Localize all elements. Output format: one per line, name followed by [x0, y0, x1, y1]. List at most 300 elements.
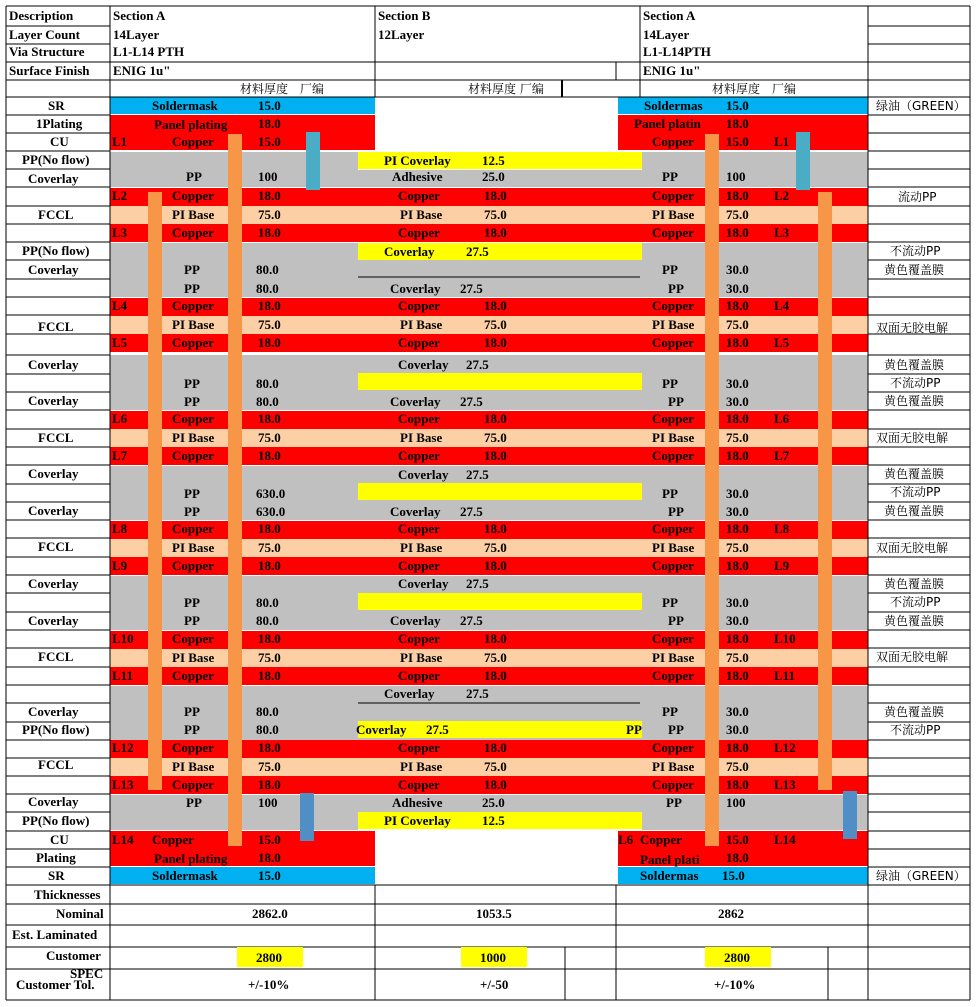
mat-copper: Copper [398, 335, 440, 350]
val: 18.0 [258, 740, 281, 755]
tol-a2: +/-10% [714, 977, 756, 992]
mat-adhesive: Adhesive [392, 169, 443, 184]
val: 75.0 [258, 317, 281, 332]
section-a-layers: 14Layer [113, 27, 160, 42]
layer-name: L14 [774, 832, 796, 847]
layer-name: L13 [112, 777, 134, 792]
mat-pi-base: PI Base [652, 540, 695, 555]
mat-copper: Copper [398, 668, 440, 683]
row-label: Coverlay [28, 262, 79, 277]
val: 100 [258, 169, 278, 184]
row-label: FCCL [38, 207, 74, 222]
layer-name: L1 [112, 134, 128, 149]
val: 75.0 [484, 540, 507, 555]
val: 80.0 [256, 394, 279, 409]
mat-pi-coverlay: PI Coverlay [384, 813, 451, 828]
mat-pi-base: PI Base [652, 430, 695, 445]
mat-coverlay: Coverlay [390, 613, 441, 628]
val: 75.0 [726, 317, 749, 332]
mat-copper: Copper [652, 134, 694, 149]
mat-pi-base: PI Base [172, 207, 215, 222]
layer-name: L2 [774, 188, 790, 203]
row-label: FCCL [38, 539, 74, 554]
mat-pp: PP [184, 595, 200, 610]
right-note: 流动PP [898, 190, 937, 204]
layer-name: L5 [112, 335, 128, 350]
val: 18.0 [726, 777, 749, 792]
row-label: FCCL [38, 649, 74, 664]
val: 75.0 [726, 540, 749, 555]
via-left-outer [228, 134, 242, 846]
mat-pp: PP [662, 169, 678, 184]
col-head-a: 材料厚度 厂编 [240, 82, 325, 96]
val: 18.0 [484, 521, 507, 536]
val: 30.0 [726, 613, 749, 628]
row-label: FCCL [38, 319, 74, 334]
mat-pp: PP [184, 376, 200, 391]
mat-copper: Copper [172, 740, 214, 755]
row-label: PP(No flow) [22, 722, 90, 737]
mat-pi-base: PI Base [652, 759, 695, 774]
mat-pp: PP [668, 281, 684, 296]
right-note: 双面无胶电解 [876, 321, 949, 335]
via-right-inner [818, 192, 832, 790]
right-note: 黄色覆盖膜 [884, 577, 945, 591]
mat-copper: Copper [398, 188, 440, 203]
row-label: Coverlay [28, 357, 79, 372]
row-label: Coverlay [28, 613, 79, 628]
val: 30.0 [726, 281, 749, 296]
val: 100 [258, 795, 278, 810]
mat-coverlay: Coverlay [390, 504, 441, 519]
val: 18.0 [258, 411, 281, 426]
val: 80.0 [256, 722, 279, 737]
mat-pi-base: PI Base [400, 317, 443, 332]
mat-pp: PP [184, 722, 200, 737]
val: 27.5 [460, 613, 483, 628]
customer-b: 1000 [480, 950, 506, 965]
section-a-via: L1-L14 PTH [113, 44, 185, 59]
val: 18.0 [258, 631, 281, 646]
val: 80.0 [256, 281, 279, 296]
val: 630.0 [256, 504, 286, 519]
val: 100 [726, 169, 746, 184]
right-note: 黄色覆盖膜 [884, 394, 945, 408]
layer-name: L8 [774, 521, 790, 536]
mat-pp: PP [184, 281, 200, 296]
val: 27.5 [466, 467, 489, 482]
val: 75.0 [484, 207, 507, 222]
val: 75.0 [484, 759, 507, 774]
section-b-layers: 12Layer [378, 27, 425, 42]
val: 80.0 [256, 613, 279, 628]
label-spec: SPEC [70, 966, 104, 981]
val: 18.0 [258, 448, 281, 463]
val: 18.0 [726, 521, 749, 536]
val: 18.0 [484, 777, 507, 792]
nominal-b: 1053.5 [476, 906, 512, 921]
val: 100 [726, 795, 746, 810]
val: 15.0 [722, 868, 745, 883]
mat-pi-base: PI Base [172, 759, 215, 774]
mat-copper: Copper [152, 832, 194, 847]
right-note: 黄色覆盖膜 [884, 467, 945, 481]
mat-copper: Copper [652, 668, 694, 683]
mat-copper: Copper [398, 631, 440, 646]
col-head-a2: 材料厚度 厂编 [712, 82, 797, 96]
soldermask-band-a [110, 97, 375, 114]
row-label: Coverlay [28, 393, 79, 408]
row-label: SR [48, 98, 65, 113]
layer-name: L3 [112, 225, 128, 240]
row-label: 1Plating [36, 116, 83, 131]
val: 15.0 [726, 832, 749, 847]
val: 18.0 [484, 298, 507, 313]
mat-pp: PP [184, 394, 200, 409]
val: 30.0 [726, 504, 749, 519]
layer-name: L7 [112, 448, 128, 463]
row-label: CU [50, 134, 69, 149]
mat-pi-base: PI Base [400, 759, 443, 774]
mat-pi-base: PI Base [400, 430, 443, 445]
nominal-a: 2862.0 [252, 906, 288, 921]
val: 25.0 [482, 169, 505, 184]
val: 18.0 [484, 411, 507, 426]
val: 75.0 [726, 207, 749, 222]
val: 75.0 [484, 650, 507, 665]
mat-copper: Copper [172, 448, 214, 463]
label-customer-tol: Customer Tol. [16, 977, 95, 992]
section-a2-name: Section A [643, 8, 696, 23]
mat-copper: Copper [398, 521, 440, 536]
customer-a2: 2800 [724, 950, 750, 965]
mat-copper: Copper [652, 411, 694, 426]
mat-copper: Copper [172, 558, 214, 573]
val: 15.0 [258, 134, 281, 149]
label-description: Description [9, 8, 74, 23]
right-note: 黄色覆盖膜 [884, 705, 945, 719]
via-plug-top-right [796, 132, 810, 190]
val: 18.0 [258, 335, 281, 350]
layer-name: L10 [774, 631, 796, 646]
mat-copper: Copper [398, 777, 440, 792]
mat-copper: Copper [652, 298, 694, 313]
row-label: Coverlay [28, 503, 79, 518]
row-label: CU [50, 832, 69, 847]
val: 15.0 [258, 832, 281, 847]
mat-pp: PP [668, 394, 684, 409]
mat-copper: Copper [652, 521, 694, 536]
label-est-laminated: Est. Laminated [12, 927, 98, 942]
val: 15.0 [258, 868, 281, 883]
val: 18.0 [726, 631, 749, 646]
right-note: 不流动PP [890, 244, 941, 258]
row-label: FCCL [38, 757, 74, 772]
mat-coverlay: Coverlay [398, 357, 449, 372]
right-note: 不流动PP [890, 376, 941, 390]
mat-pp: PP [668, 613, 684, 628]
val: 18.0 [258, 777, 281, 792]
via-plug-top-left [306, 132, 320, 190]
layer-name: L6 [774, 411, 790, 426]
label-customer: Customer [46, 948, 101, 963]
mat-pp: PP [662, 262, 678, 277]
val: 18.0 [484, 740, 507, 755]
val: 30.0 [726, 595, 749, 610]
row-label: Plating [36, 850, 76, 865]
row-label: FCCL [38, 430, 74, 445]
row-label: Coverlay [28, 576, 79, 591]
tol-b: +/-50 [480, 977, 509, 992]
val: 18.0 [484, 668, 507, 683]
mat-pi-base: PI Base [172, 540, 215, 555]
mat-copper: Copper [172, 134, 214, 149]
val: 18.0 [726, 298, 749, 313]
val: 75.0 [726, 759, 749, 774]
mat-pp: PP [668, 504, 684, 519]
mat-copper: Copper [398, 448, 440, 463]
val: 18.0 [726, 188, 749, 203]
val: 75.0 [258, 207, 281, 222]
row-label: Coverlay [28, 794, 79, 809]
mat-copper: Copper [172, 225, 214, 240]
mat-pp: PP [184, 613, 200, 628]
val: 27.5 [426, 722, 449, 737]
mat-pp: PP [662, 595, 678, 610]
mat-soldermask: Soldermask [152, 98, 218, 113]
layer-name: L4 [112, 298, 128, 313]
mat-coverlay: Coverlay [384, 686, 435, 701]
via-plug-bottom-right [843, 791, 857, 839]
label-surface-finish: Surface Finish [9, 63, 90, 78]
val: 80.0 [256, 262, 279, 277]
mat-copper: Copper [398, 298, 440, 313]
row-label: SR [48, 868, 65, 883]
mat-panel-plating: Panel platin [634, 116, 701, 131]
section-a2-finish: ENIG 1u" [643, 63, 701, 78]
coverlay-yellow-band [358, 483, 642, 500]
right-note: 绿油（GREEN） [876, 869, 966, 883]
mat-copper: Copper [652, 225, 694, 240]
mat-copper: Copper [172, 777, 214, 792]
mat-coverlay: Coverlay [356, 722, 407, 737]
mat-copper: Copper [172, 631, 214, 646]
val: 18.0 [258, 850, 281, 865]
right-note: 双面无胶电解 [876, 431, 949, 445]
mat-copper: Copper [398, 411, 440, 426]
layer-name: L6 [618, 832, 634, 847]
mat-pi-base: PI Base [172, 650, 215, 665]
val: 18.0 [484, 558, 507, 573]
mat-copper: Copper [398, 558, 440, 573]
val: 18.0 [258, 558, 281, 573]
layer-name: L3 [774, 225, 790, 240]
layer-name: L5 [774, 335, 790, 350]
val: 18.0 [258, 188, 281, 203]
mat-coverlay: Coverlay [398, 467, 449, 482]
mat-pi-base: PI Base [172, 430, 215, 445]
mat-copper: Copper [172, 298, 214, 313]
mat-pi-coverlay: PI Coverlay [384, 153, 451, 168]
via-plug-bottom-left [300, 793, 314, 841]
label-nominal: Nominal [56, 906, 104, 921]
val: 30.0 [726, 376, 749, 391]
val: 75.0 [258, 430, 281, 445]
mat-panel-plating: Panel plating [154, 851, 228, 866]
layer-name: L11 [112, 668, 133, 683]
val: 80.0 [256, 704, 279, 719]
mat-pp: PP [662, 486, 678, 501]
mat-soldermask: Soldermas [644, 98, 703, 113]
right-note: 双面无胶电解 [876, 650, 949, 664]
mat-coverlay: Coverlay [390, 281, 441, 296]
mat-copper: Copper [172, 411, 214, 426]
plating-band-a-bottom [110, 831, 375, 866]
val: 18.0 [258, 298, 281, 313]
val: 27.5 [466, 576, 489, 591]
val: 18.0 [258, 225, 281, 240]
val: 18.0 [484, 225, 507, 240]
soldermask-band-a-bottom [110, 867, 375, 884]
val: 18.0 [726, 335, 749, 350]
right-note: 绿油（GREEN） [876, 99, 966, 113]
right-note: 不流动PP [890, 485, 941, 499]
label-layer-count: Layer Count [9, 27, 80, 42]
coverlay-yellow-band [358, 373, 642, 390]
layer-name: L2 [112, 188, 128, 203]
val: 18.0 [726, 448, 749, 463]
right-note: 双面无胶电解 [876, 541, 949, 555]
val: 30.0 [726, 722, 749, 737]
section-a2-via: L1-L14PTH [643, 44, 711, 59]
val: 18.0 [726, 558, 749, 573]
layer-name: L4 [774, 298, 790, 313]
mat-pp: PP [186, 795, 202, 810]
row-label: Coverlay [28, 704, 79, 719]
mat-pp: PP [668, 722, 684, 737]
val: 27.5 [466, 686, 489, 701]
val: 75.0 [258, 540, 281, 555]
mat-pi-base: PI Base [652, 650, 695, 665]
val: 30.0 [726, 704, 749, 719]
col-head-b: 材料厚度 厂编 [468, 82, 544, 96]
row-label: PP(No flow) [22, 243, 90, 258]
val: 18.0 [726, 850, 749, 865]
right-note: 不流动PP [890, 723, 941, 737]
val: 18.0 [726, 668, 749, 683]
layer-name: L8 [112, 521, 128, 536]
mat-coverlay: Coverlay [398, 576, 449, 591]
section-b-name: Section B [378, 8, 431, 23]
layer-name: L12 [112, 740, 134, 755]
row-label: PP(No flow) [22, 813, 90, 828]
mat-pp: PP [184, 504, 200, 519]
section-a-name: Section A [113, 8, 166, 23]
mat-copper: Copper [652, 777, 694, 792]
mat-copper: Copper [172, 188, 214, 203]
layer-name: L9 [774, 558, 790, 573]
val: 18.0 [726, 740, 749, 755]
section-a-finish: ENIG 1u" [113, 63, 171, 78]
layer-name: L7 [774, 448, 790, 463]
layer-name: L9 [112, 558, 128, 573]
val: 18.0 [258, 668, 281, 683]
mat-pp: PP [184, 262, 200, 277]
val: 15.0 [258, 98, 281, 113]
mat-pp: PP [666, 795, 682, 810]
mat-copper: Copper [398, 740, 440, 755]
right-note: 黄色覆盖膜 [884, 263, 945, 277]
mat-pp: PP [184, 704, 200, 719]
nominal-a2: 2862 [718, 906, 744, 921]
section-b-gap-top [375, 97, 618, 151]
val: 15.0 [726, 134, 749, 149]
row-label: Coverlay [28, 171, 79, 186]
val: 18.0 [484, 448, 507, 463]
right-note: 黄色覆盖膜 [884, 358, 945, 372]
mat-adhesive: Adhesive [392, 795, 443, 810]
mat-copper: Copper [652, 631, 694, 646]
mat-copper: Copper [652, 335, 694, 350]
val: 18.0 [726, 411, 749, 426]
layer-name: L11 [774, 668, 795, 683]
mat-pp: PP [662, 704, 678, 719]
val: 18.0 [484, 188, 507, 203]
val: 18.0 [484, 335, 507, 350]
plating-band-a [110, 115, 375, 150]
customer-a: 2800 [256, 950, 282, 965]
section-b-gap-bottom [375, 831, 618, 885]
mat-copper: Copper [640, 832, 682, 847]
layer-name: L12 [774, 740, 796, 755]
val: 18.0 [258, 521, 281, 536]
coverlay-yellow-band [358, 593, 642, 610]
via-right-outer [705, 134, 719, 846]
mat-copper: Copper [652, 558, 694, 573]
val: 18.0 [484, 631, 507, 646]
right-note: 不流动PP [890, 595, 941, 609]
val: 75.0 [258, 759, 281, 774]
val: 15.0 [726, 98, 749, 113]
row-label: Coverlay [28, 466, 79, 481]
val: 630.0 [256, 486, 286, 501]
mat-copper: Copper [172, 668, 214, 683]
mat-pp: PP [662, 376, 678, 391]
mat-pi-base: PI Base [172, 317, 215, 332]
mat-panel-plating: Panel plati [640, 852, 700, 867]
val: 30.0 [726, 486, 749, 501]
label-via-structure: Via Structure [9, 44, 85, 59]
mat-pi-base: PI Base [652, 207, 695, 222]
val: 80.0 [256, 595, 279, 610]
val: 18.0 [258, 116, 281, 131]
label-thicknesses: Thicknesses [34, 887, 101, 902]
val: 27.5 [460, 281, 483, 296]
mat-pp: PP [626, 722, 642, 737]
layer-name: L1 [774, 134, 790, 149]
val: 75.0 [258, 650, 281, 665]
val: 75.0 [484, 317, 507, 332]
mat-panel-plating: Panel plating [154, 117, 228, 132]
mat-copper: Copper [172, 521, 214, 536]
layer-name: L14 [112, 832, 134, 847]
val: 27.5 [466, 244, 489, 259]
mat-pi-base: PI Base [652, 317, 695, 332]
val: 18.0 [726, 116, 749, 131]
mat-soldermask: Soldermask [152, 868, 218, 883]
layer-name: L13 [774, 777, 796, 792]
val: 75.0 [726, 650, 749, 665]
